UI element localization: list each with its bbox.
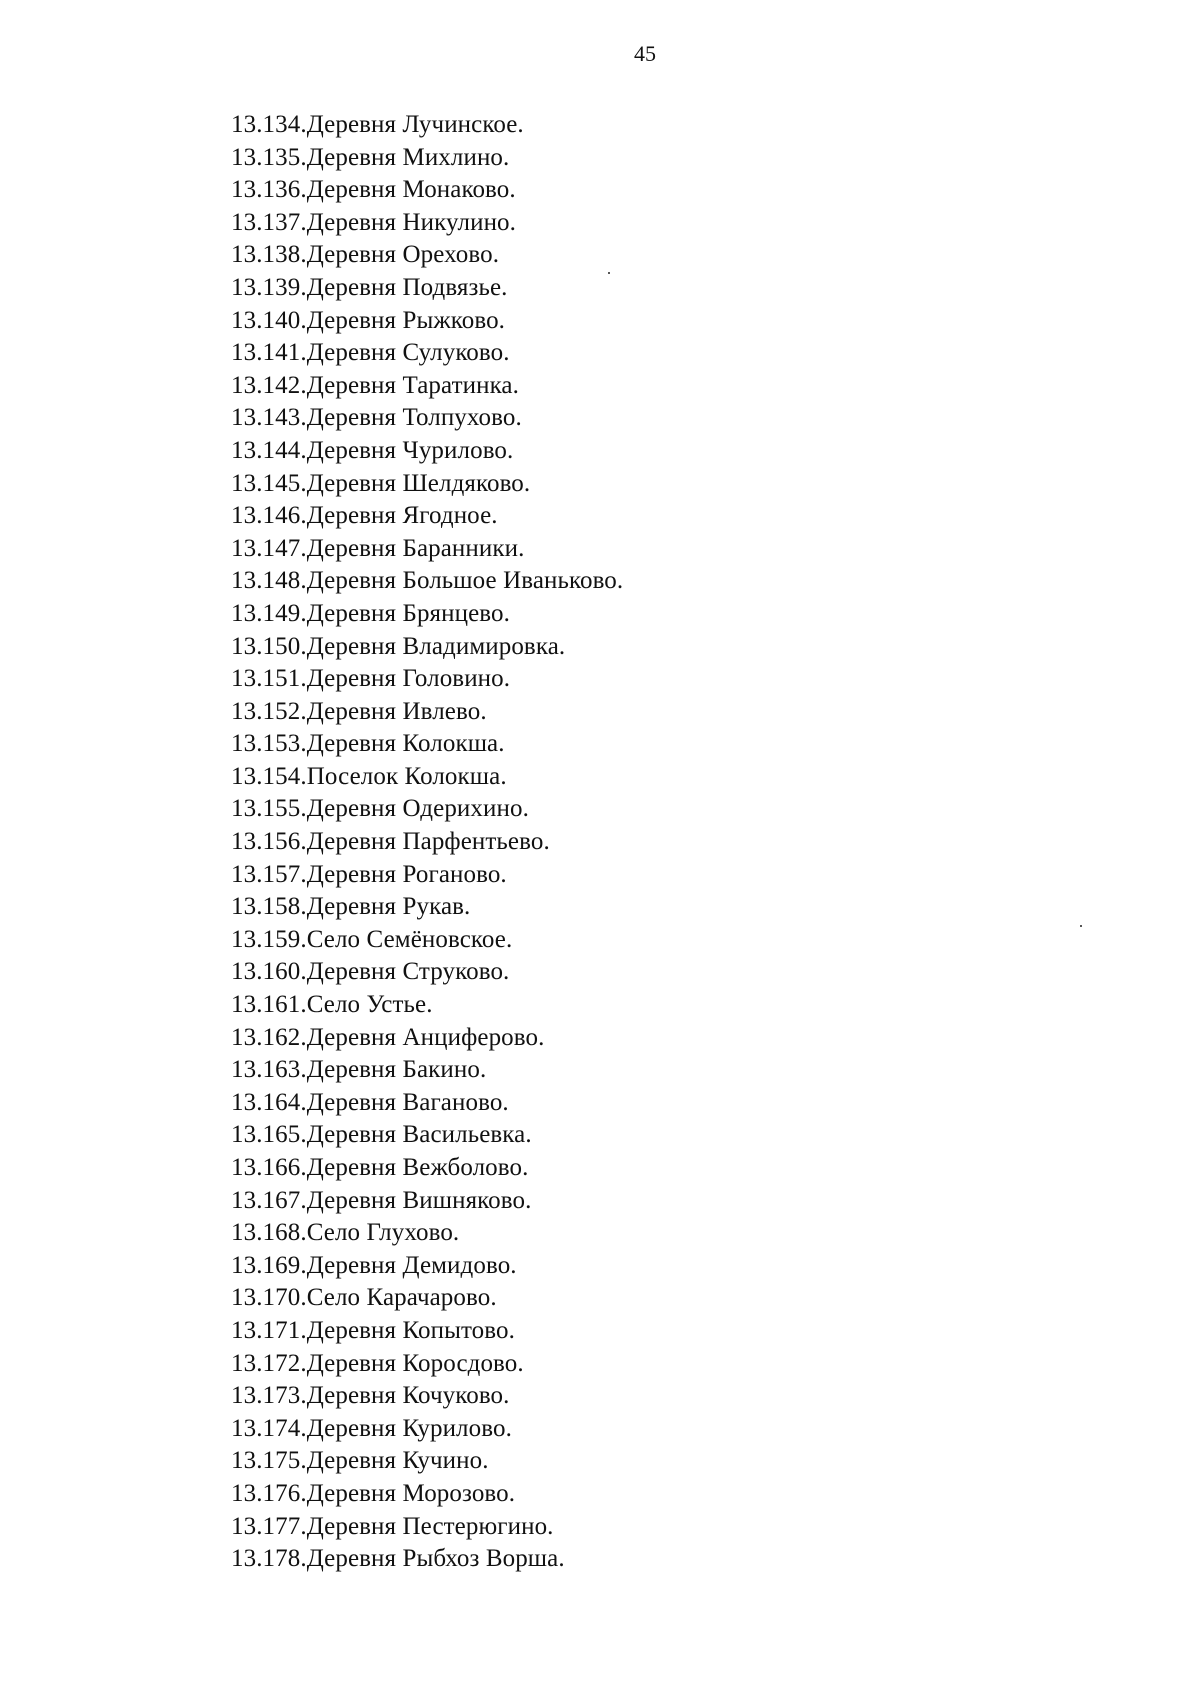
list-item [231, 1250, 623, 1283]
item-text: Деревня Морозово. [306, 1479, 516, 1507]
item-number: 13.135. [231, 143, 307, 171]
item-number: 13.171. [231, 1316, 307, 1344]
item-text: Деревня Кучино. [306, 1447, 489, 1475]
item-number: 13.161. [231, 991, 307, 1019]
item-text: Деревня Рыжково. [306, 306, 506, 334]
item-text: Деревня Орехово. [306, 241, 500, 269]
item-number: 13.144. [231, 436, 307, 464]
item-text: Деревня Вишняково. [306, 1186, 532, 1214]
item-number: 13.162. [231, 1023, 307, 1051]
list-item [231, 1282, 623, 1315]
item-text: Деревня Шелдяково. [306, 469, 531, 497]
item-text: Деревня Колокша. [306, 730, 505, 758]
item-text: Деревня Копытово. [306, 1316, 515, 1344]
item-text: Деревня Кочуково. [306, 1382, 510, 1410]
item-number: 13.146. [231, 502, 307, 530]
item-text: Деревня Толпухово. [306, 404, 522, 432]
item-text: Село Глухово. [306, 1219, 460, 1247]
item-text: Деревня Баранники. [306, 534, 525, 562]
list-item [231, 1054, 623, 1087]
item-text: Село Карачарово. [306, 1284, 497, 1312]
item-number: 13.164. [231, 1088, 307, 1116]
item-number: 13.139. [231, 273, 307, 301]
list-item [231, 142, 623, 175]
list-item [231, 402, 623, 435]
item-number: 13.177. [231, 1512, 307, 1540]
item-text: Деревня Большое Иваньково. [306, 567, 624, 595]
item-text: Деревня Подвязье. [306, 273, 508, 301]
item-text: Деревня Струково. [306, 958, 510, 986]
scan-speck [1080, 925, 1082, 927]
item-number: 13.158. [231, 893, 307, 921]
item-number: 13.141. [231, 339, 307, 367]
item-text: Деревня Рыбхоз Ворша. [306, 1545, 565, 1573]
item-text: Деревня Коросдово. [306, 1349, 524, 1377]
list-item [231, 337, 623, 370]
list-item [231, 598, 623, 631]
list-item [231, 533, 623, 566]
item-text: Деревня Михлино. [306, 143, 510, 171]
list-item [231, 1217, 623, 1250]
list-item [231, 1152, 623, 1185]
item-number: 13.155. [231, 795, 307, 823]
list-item [231, 1511, 623, 1544]
item-text: Деревня Монаково. [306, 176, 516, 204]
list-item [231, 1413, 623, 1446]
list-item [231, 239, 623, 272]
item-text: Деревня Ивлево. [306, 697, 487, 725]
list-item [231, 826, 623, 859]
item-text: Деревня Бакино. [306, 1056, 487, 1084]
item-number: 13.142. [231, 371, 307, 399]
item-number: 13.150. [231, 632, 307, 660]
list-item [231, 1445, 623, 1478]
list-item [231, 1119, 623, 1152]
item-number: 13.173. [231, 1382, 307, 1410]
item-number: 13.152. [231, 697, 307, 725]
item-number: 13.176. [231, 1479, 307, 1507]
list-item [231, 1087, 623, 1120]
item-number: 13.140. [231, 306, 307, 334]
item-text: Деревня Одерихино. [306, 795, 529, 823]
list-item [231, 761, 623, 794]
item-text: Деревня Таратинка. [306, 371, 519, 399]
item-number: 13.174. [231, 1414, 307, 1442]
item-number: 13.159. [231, 925, 307, 953]
item-number: 13.167. [231, 1186, 307, 1214]
list-item [231, 1185, 623, 1218]
item-number: 13.175. [231, 1447, 307, 1475]
item-number: 13.143. [231, 404, 307, 432]
item-text: Деревня Рукав. [306, 893, 471, 921]
item-number: 13.172. [231, 1349, 307, 1377]
item-number: 13.134. [231, 111, 307, 138]
item-number: 13.137. [231, 208, 307, 236]
item-number: 13.168. [231, 1219, 307, 1247]
item-number: 13.153. [231, 730, 307, 758]
item-text: Деревня Парфентьево. [306, 828, 550, 856]
item-text: Деревня Роганово. [306, 860, 507, 888]
list-item [231, 565, 623, 598]
item-text: Село Семёновское. [306, 925, 513, 953]
item-number: 13.145. [231, 469, 307, 497]
item-number: 13.166. [231, 1154, 307, 1181]
item-text: Деревня Курилово. [306, 1414, 512, 1442]
list-item [231, 631, 623, 664]
list-item [231, 696, 623, 729]
list-item [231, 370, 623, 403]
list-item [231, 989, 623, 1022]
settlement-list [231, 109, 623, 1576]
item-text: Поселок Колокша. [306, 762, 507, 790]
item-number: 13.170. [231, 1284, 307, 1312]
list-item [231, 174, 623, 207]
item-number: 13.151. [231, 665, 307, 693]
item-number: 13.148. [231, 567, 307, 595]
item-number: 13.169. [231, 1251, 307, 1279]
item-number: 13.178. [231, 1545, 307, 1573]
item-text: Деревня Вежболово. [306, 1154, 529, 1181]
item-number: 13.160. [231, 958, 307, 986]
item-text: Деревня Чурилово. [306, 436, 514, 464]
item-text: Село Устье. [306, 991, 433, 1019]
list-item [231, 1380, 623, 1413]
list-item [231, 500, 623, 533]
list-item [231, 1348, 623, 1381]
item-number: 13.136. [231, 176, 307, 204]
item-text: Деревня Лучинское. [306, 111, 524, 138]
item-number: 13.147. [231, 534, 307, 562]
item-number: 13.149. [231, 599, 307, 627]
list-item [231, 272, 623, 305]
item-text: Деревня Анциферово. [306, 1023, 545, 1051]
item-number: 13.138. [231, 241, 307, 269]
list-item [231, 1315, 623, 1348]
list-item [231, 924, 623, 957]
item-number: 13.157. [231, 860, 307, 888]
list-item [231, 956, 623, 989]
list-item [231, 728, 623, 761]
item-text: Деревня Головино. [306, 665, 511, 693]
list-item [231, 859, 623, 892]
item-number: 13.156. [231, 828, 307, 856]
item-number: 13.154. [231, 762, 307, 790]
item-text: Деревня Васильевка. [306, 1121, 532, 1149]
item-text: Деревня Сулуково. [306, 339, 510, 367]
list-item [231, 207, 623, 240]
list-item [231, 305, 623, 338]
item-text: Деревня Владимировка. [306, 632, 566, 660]
item-number: 13.165. [231, 1121, 307, 1149]
page-number: 45 [634, 41, 656, 66]
list-item [231, 435, 623, 468]
scan-speck [608, 272, 610, 274]
list-item [231, 891, 623, 924]
list-item [231, 1022, 623, 1055]
item-text: Деревня Ваганово. [306, 1088, 509, 1116]
item-text: Деревня Ягодное. [306, 502, 498, 530]
list-item [231, 468, 623, 501]
item-text: Деревня Никулино. [306, 208, 516, 236]
item-number: 13.163. [231, 1056, 307, 1084]
item-text: Деревня Брянцево. [306, 599, 510, 627]
item-text: Деревня Пестерюгино. [306, 1512, 554, 1540]
list-item [231, 109, 623, 142]
list-item [231, 1478, 623, 1511]
list-item [231, 663, 623, 696]
list-item [231, 1543, 623, 1576]
item-text: Деревня Демидово. [306, 1251, 517, 1279]
list-item [231, 793, 623, 826]
